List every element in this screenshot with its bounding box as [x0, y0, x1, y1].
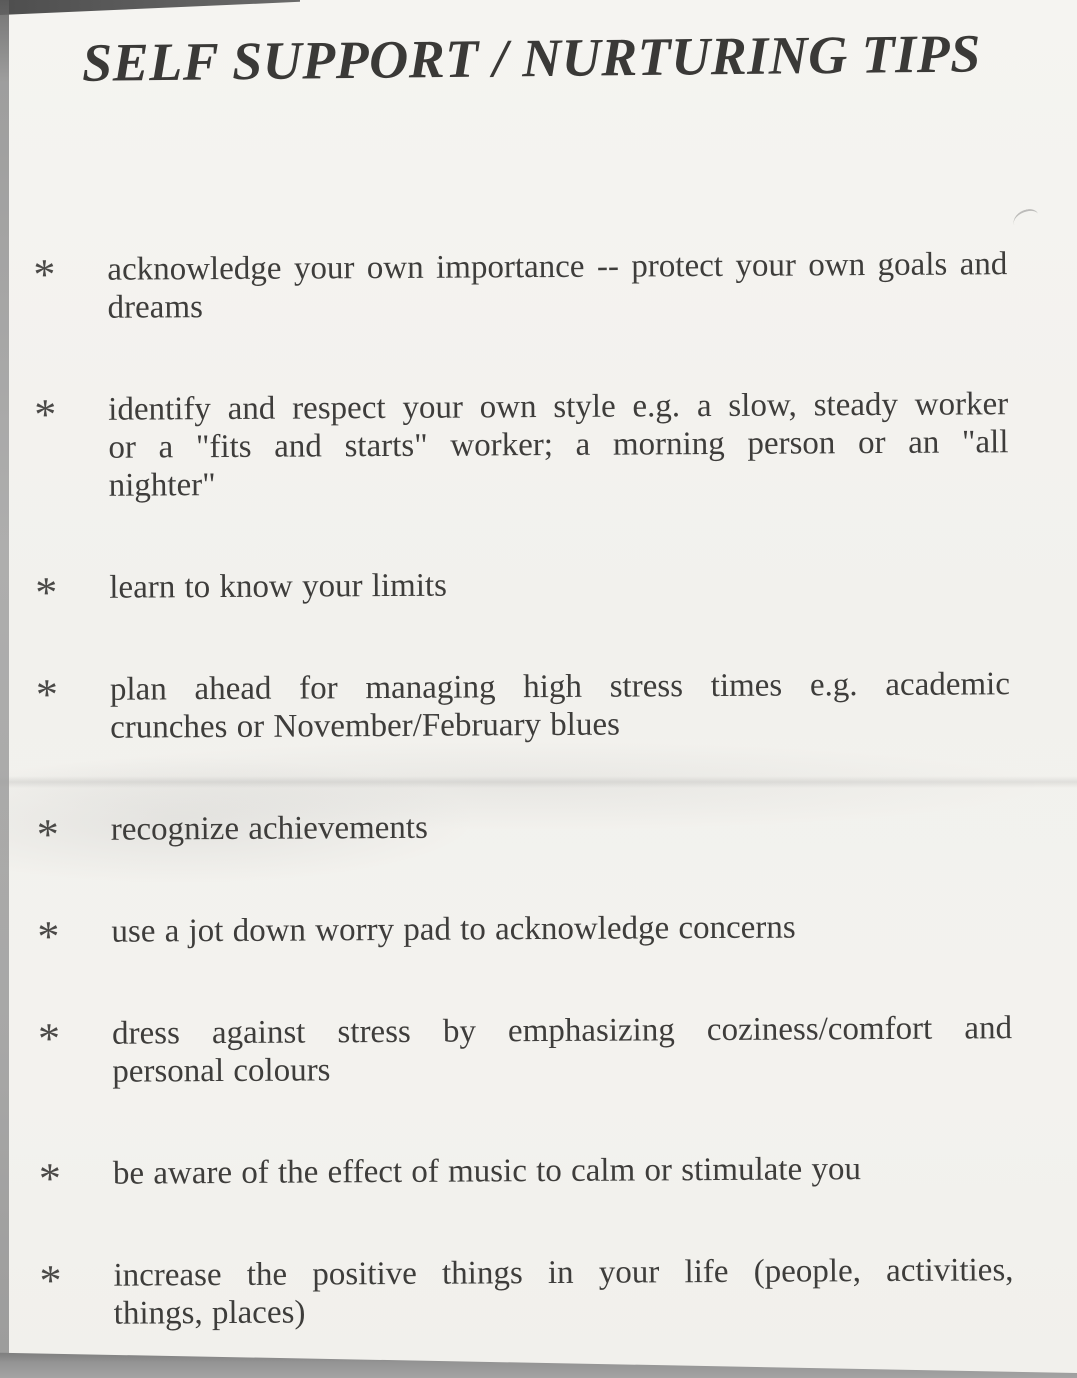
tip-text-line: use a jot down worry pad to acknowledge concerns — [111, 909, 796, 950]
bullet-asterisk: * — [35, 670, 59, 720]
tip-text — [109, 563, 1009, 606]
tip-text-line: recognize achievements — [110, 809, 428, 848]
tip-text — [113, 1149, 1013, 1192]
tip-text-line: be aware of the effect of music to calm or stimulate you — [112, 1151, 862, 1192]
tips-list — [0, 245, 1077, 1378]
tip-text — [107, 245, 1007, 326]
list-item — [3, 1251, 1077, 1334]
bullet-asterisk: * — [35, 568, 58, 618]
scan-artifact-left-edge — [0, 0, 9, 1378]
bullet-asterisk: * — [39, 1256, 62, 1306]
tip-text — [111, 907, 1011, 950]
tip-text-line: increase the positive things in your life (people, activities, — [113, 1252, 1014, 1294]
bullet-asterisk: * — [34, 390, 57, 440]
tip-text-line: dreams — [107, 289, 204, 326]
bullet-asterisk: * — [38, 1154, 62, 1204]
tip-text-line: personal colours — [112, 1052, 331, 1090]
tip-text-line: plan ahead for managing high stress times e.g. academic — [109, 666, 1011, 708]
tip-text-line: things, places) — [113, 1294, 306, 1332]
tip-text — [111, 805, 1011, 848]
list-item — [1, 805, 1077, 860]
list-item — [0, 245, 1075, 328]
list-item — [1, 907, 1077, 962]
bullet-asterisk: * — [37, 912, 60, 962]
list-item — [2, 1009, 1077, 1092]
bullet-asterisk: * — [37, 1014, 61, 1064]
tip-text-line: learn to know your limits — [109, 567, 448, 606]
tip-text-line: acknowledge your own importance -- protect your own goals and — [107, 246, 1008, 288]
tip-text — [110, 665, 1010, 746]
list-item — [3, 1149, 1077, 1204]
bullet-asterisk: * — [33, 250, 56, 300]
list-item — [0, 665, 1077, 748]
tip-text-line: or a "fits and starts" worker; a morning person or an "all — [108, 424, 1009, 466]
tip-text-line: dress against stress by emphasizing coziness/comfort and — [111, 1010, 1013, 1052]
page-title: SELF SUPPORT / NURTURING TIPS — [81, 23, 982, 93]
tip-text — [112, 1009, 1012, 1090]
tip-text-line: crunches or November/February blues — [110, 706, 621, 746]
tip-text — [108, 385, 1009, 504]
list-item — [0, 563, 1076, 618]
tip-text-line: identify and respect your own style e.g. a slow, steady worker — [108, 386, 1009, 428]
list-item — [0, 385, 1076, 506]
tip-text-line: nighter" — [108, 467, 216, 504]
tip-text — [113, 1251, 1013, 1332]
bullet-asterisk: * — [36, 810, 59, 860]
